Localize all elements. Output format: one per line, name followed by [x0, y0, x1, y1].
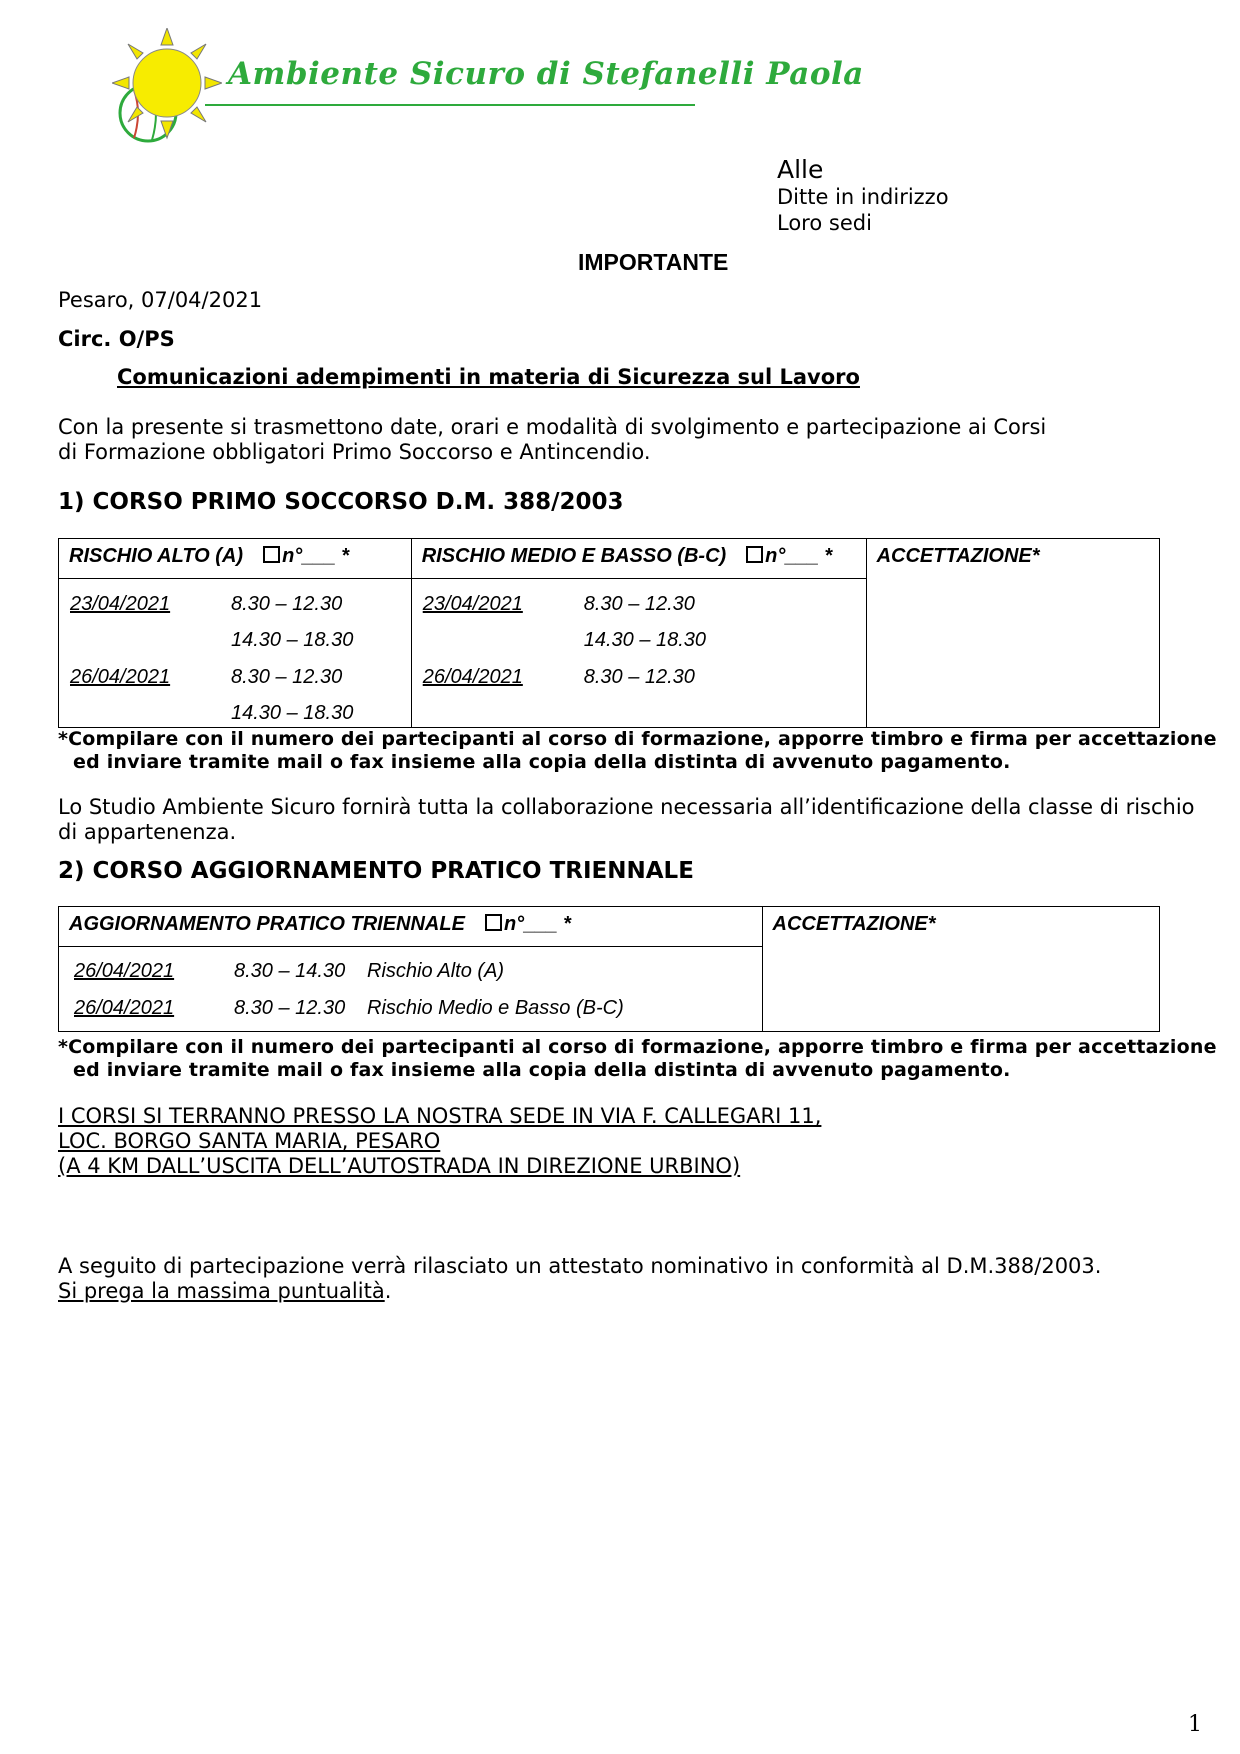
col-accettazione-header[interactable]: [762, 907, 1159, 1032]
schedule-date: 26/04/2021: [70, 666, 171, 688]
schedule-date: 23/04/2021: [422, 593, 523, 615]
col-b-count: n°___ *: [765, 545, 833, 567]
recipient-line-1: Alle: [777, 155, 824, 184]
col-rischio-alto-header: [59, 539, 412, 579]
place-date: Pesaro, 07/04/2021: [58, 288, 263, 312]
checkbox-rischio-medio[interactable]: [746, 546, 763, 563]
col-rischio-medio-header: [411, 539, 866, 579]
section1-note-line-1: *Compilare con il numero dei partecipanti al corso di formazione, apporre timbro e firma per accettazione: [58, 728, 1217, 750]
studio-note-line-2: di appartenenza.: [58, 820, 237, 844]
schedule-time: 14.30 – 18.30: [231, 702, 354, 724]
aggiornamento-schedule: [59, 947, 763, 1032]
closing-line-2: [58, 1279, 391, 1304]
section2-note-line-2: ed inviare tramite mail o fax insieme alla copia della distinta di avvenuto pagamento.: [73, 1059, 1011, 1081]
page-number: 1: [1188, 1712, 1202, 1737]
col-c-label: ACCETTAZIONE*: [876, 545, 1040, 567]
col-b-label: RISCHIO MEDIO E BASSO (B-C): [421, 545, 727, 567]
schedule-time: 8.30 – 12.30: [583, 666, 695, 688]
intro-line-1: Con la presente si trasmettono date, orari e modalità di svolgimento e partecipazione ai Corsi: [58, 415, 1047, 439]
schedule-date: 26/04/2021: [422, 666, 523, 688]
location-line-3: (A 4 KM DALL’USCITA DELL’AUTOSTRADA IN DIREZIONE URBINO): [58, 1154, 741, 1178]
recipient-line-3: Loro sedi: [777, 211, 872, 235]
schedule-time: 8.30 – 12.30: [231, 666, 343, 688]
schedule-date: 26/04/2021: [74, 960, 175, 982]
col-a-label: RISCHIO ALTO (A): [69, 545, 244, 567]
col-c-label: ACCETTAZIONE*: [772, 913, 936, 935]
col-accettazione-header[interactable]: [866, 539, 1159, 728]
aggiornamento-table: [58, 906, 1160, 1032]
schedule-time: 8.30 – 12.30: [583, 593, 695, 615]
recipient-line-2: Ditte in indirizzo: [777, 185, 949, 209]
location-line-2: LOC. BORGO SANTA MARIA, PESARO: [58, 1129, 441, 1153]
rischio-alto-schedule: [59, 579, 412, 728]
schedule-time: 14.30 – 18.30: [583, 629, 707, 651]
studio-note-line-1: Lo Studio Ambiente Sicuro fornirà tutta la collaborazione necessaria all’identificazione della classe di rischio: [58, 795, 1195, 819]
closing-line-1: A seguito di partecipazione verrà rilasciato un attestato nominativo in conformità al D.M.388/2003.: [58, 1254, 1102, 1278]
schedule-time: 8.30 – 14.30: [234, 960, 346, 982]
schedule-date: 23/04/2021: [70, 593, 171, 615]
section2-note-line-1: *Compilare con il numero dei partecipanti al corso di formazione, apporre timbro e firma per accettazione: [58, 1036, 1217, 1058]
primo-soccorso-table: [58, 538, 1160, 728]
section1-title: 1) CORSO PRIMO SOCCORSO D.M. 388/2003: [58, 489, 624, 515]
col-aggiornamento-header: [59, 907, 763, 947]
col-a-count: n°___ *: [503, 913, 571, 935]
sun-logo-icon: [112, 28, 222, 153]
intro-line-2: di Formazione obbligatori Primo Soccorso e Antincendio.: [58, 440, 651, 464]
rischio-medio-schedule: [411, 579, 866, 728]
punctuality-note: Si prega la massima puntualità: [58, 1279, 385, 1303]
important-label: IMPORTANTE: [578, 249, 729, 275]
section2-title: 2) CORSO AGGIORNAMENTO PRATICO TRIENNALE: [58, 858, 694, 884]
punctuality-period: .: [384, 1279, 392, 1303]
circular-ref: Circ. O/PS: [58, 327, 175, 351]
location-line-1: I CORSI SI TERRANNO PRESSO LA NOSTRA SEDE IN VIA F. CALLEGARI 11,: [58, 1104, 822, 1128]
schedule-risk: Rischio Medio e Basso (B-C): [367, 997, 624, 1019]
checkbox-rischio-alto[interactable]: [263, 546, 280, 563]
schedule-time: 8.30 – 12.30: [231, 593, 343, 615]
checkbox-aggiornamento[interactable]: [485, 914, 502, 931]
schedule-date: 26/04/2021: [74, 997, 175, 1019]
col-a-count: n°___ *: [282, 545, 349, 567]
col-a-label: AGGIORNAMENTO PRATICO TRIENNALE: [69, 913, 465, 935]
section1-note-line-2: ed inviare tramite mail o fax insieme alla copia della distinta di avvenuto pagamento.: [73, 751, 1011, 773]
subject-title: Comunicazioni adempimenti in materia di Sicurezza sul Lavoro: [117, 365, 860, 389]
logo-underline: [205, 104, 695, 106]
company-name-logo: Ambiente Sicuro di Stefanelli Paola: [228, 56, 864, 92]
schedule-risk: Rischio Alto (A): [367, 960, 505, 982]
schedule-time: 14.30 – 18.30: [231, 629, 354, 651]
schedule-time: 8.30 – 12.30: [234, 997, 346, 1019]
